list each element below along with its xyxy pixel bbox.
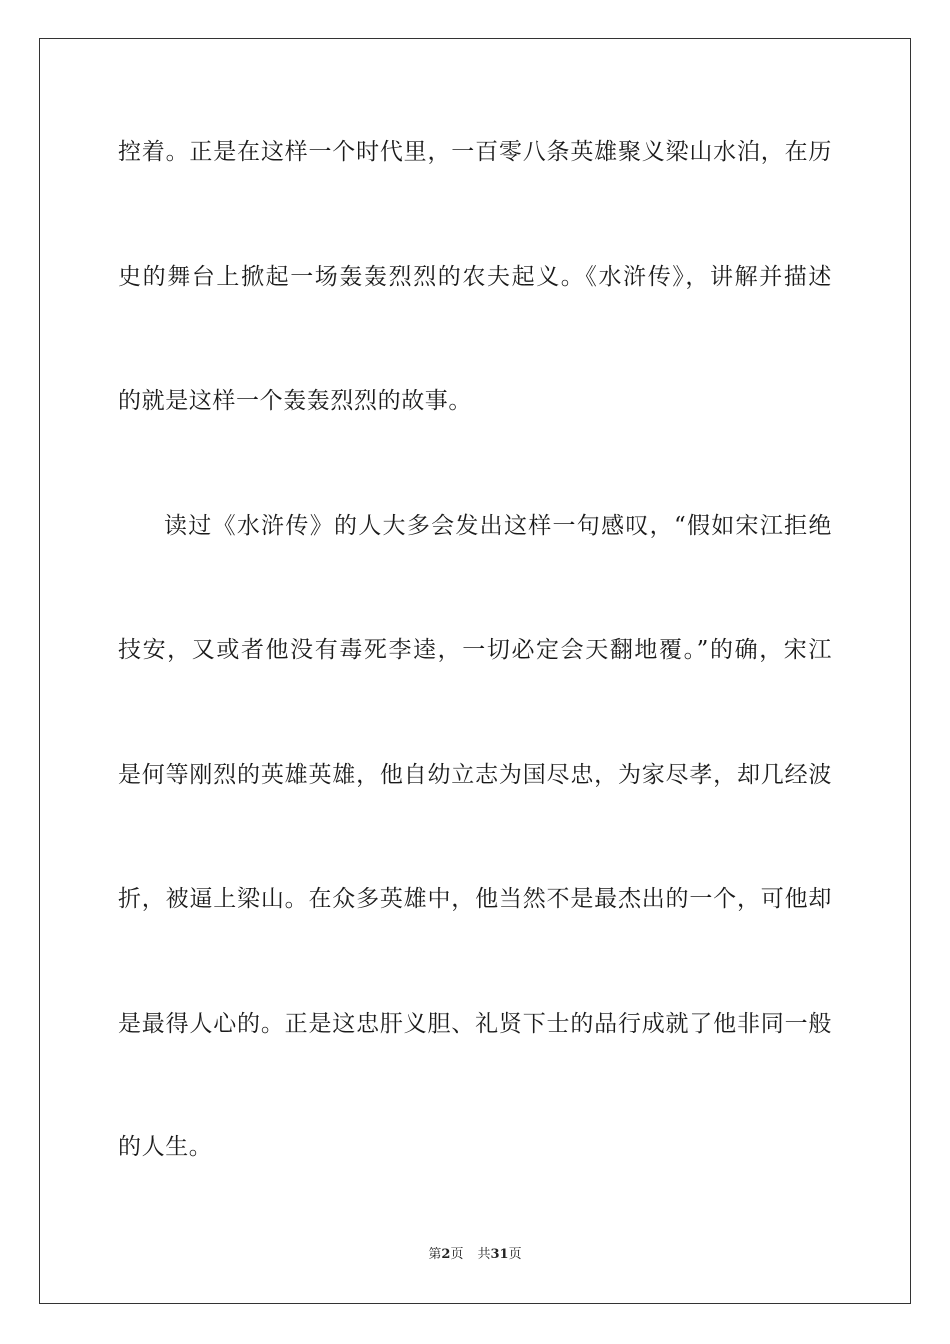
text-line: 史的舞台上掀起一场轰轰烈烈的农夫起义。《水浒传》，讲解并描述 bbox=[118, 264, 832, 290]
paragraph-first-line: 读过《水浒传》的人大多会发出这样一句感叹，“假如宋江拒绝 bbox=[164, 513, 832, 539]
text-line: 控着。正是在这样一个时代里，一百零八条英雄聚义梁山水泊，在历 bbox=[118, 139, 832, 165]
total-prefix: 共 bbox=[477, 1247, 491, 1262]
text-line: 的人生。 bbox=[118, 1134, 213, 1160]
total-suffix: 页 bbox=[508, 1247, 522, 1262]
text-line: 折，被逼上梁山。在众多英雄中，他当然不是最杰出的一个，可他却 bbox=[118, 886, 832, 912]
text-line: 技安，又或者他没有毒死李逵，一切必定会天翻地覆。”的确，宋江 bbox=[118, 637, 832, 663]
text-line: 的就是这样一个轰轰烈烈的故事。 bbox=[118, 388, 472, 414]
text-line: 是最得人心的。正是这忠肝义胆、礼贤下士的品行成就了他非同一般 bbox=[118, 1011, 832, 1037]
total-pages-number: 31 bbox=[490, 1247, 509, 1262]
page-suffix: 页 bbox=[450, 1247, 464, 1262]
text-line: 是何等刚烈的英雄英雄，他自幼立志为国尽忠，为家尽孝，却几经波 bbox=[118, 762, 832, 788]
page-prefix: 第 bbox=[428, 1247, 442, 1262]
page-footer bbox=[0, 1247, 950, 1263]
page-border bbox=[39, 38, 911, 1304]
current-page-number: 2 bbox=[441, 1247, 451, 1262]
